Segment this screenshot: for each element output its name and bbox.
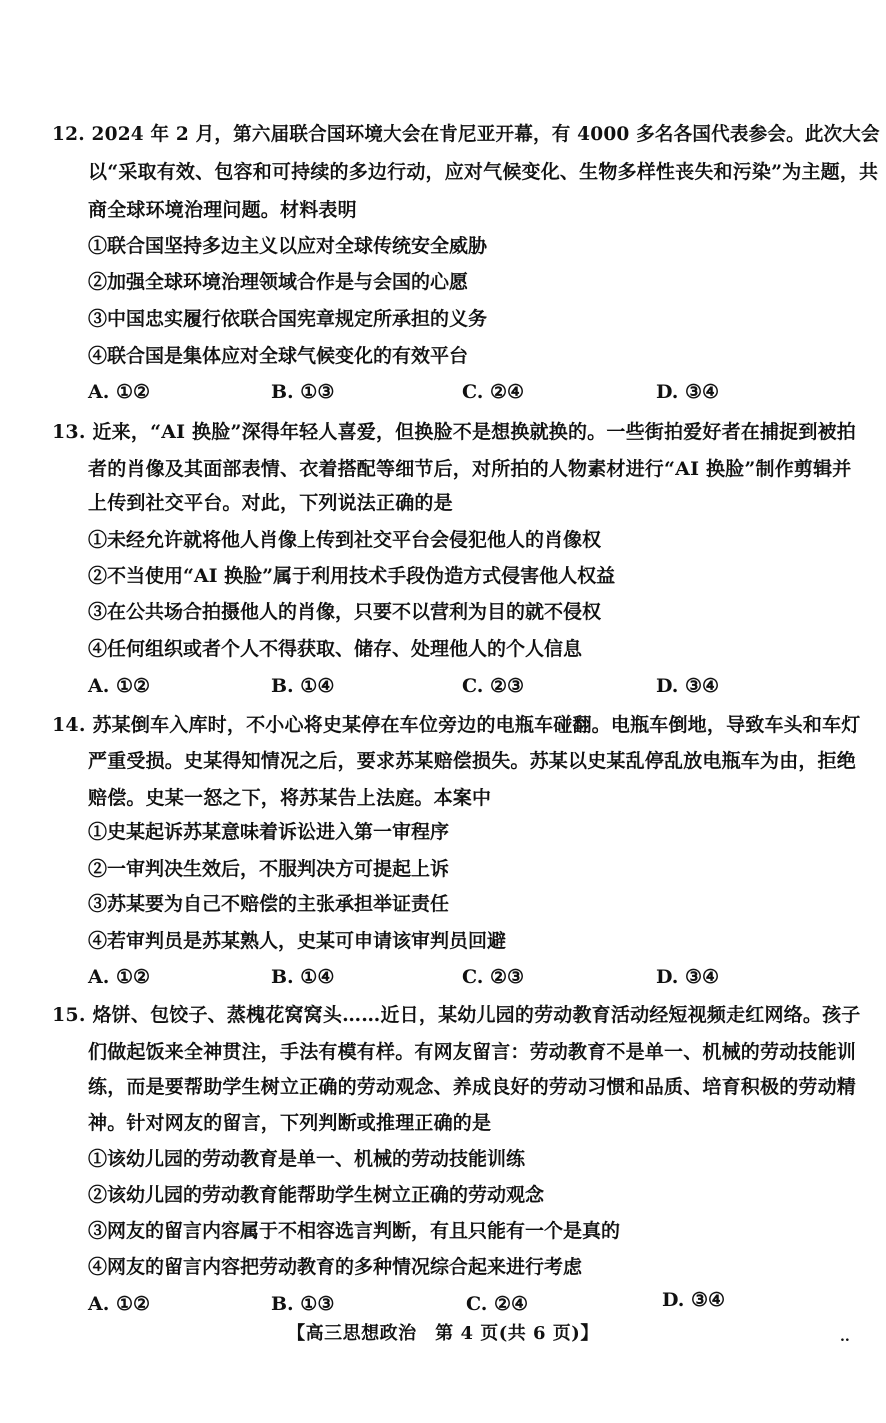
corner-mark: ..	[840, 1329, 850, 1345]
question-13-option-b: B. ①④	[271, 675, 335, 697]
question-14-option-a: A. ①②	[88, 966, 151, 988]
question-15-statement-3: ③网友的留言内容属于不相容选言判断，有且只能有一个是真的	[88, 1220, 621, 1242]
question-12-statement-2: ②加强全球环境治理领域合作是与会国的心愿	[88, 271, 469, 293]
question-12-stem-line-3: 商全球环境治理问题。材料表明	[88, 199, 357, 221]
question-15-stem-line-2: 们做起饭来全神贯注，手法有模有样。有网友留言：劳动教育不是单一、机械的劳动技能训	[88, 1041, 857, 1063]
question-15-statement-1: ①该幼儿园的劳动教育是单一、机械的劳动技能训练	[88, 1148, 526, 1170]
question-14-option-c: C. ②③	[462, 966, 525, 988]
page-footer-label: 【高三思想政治 第 4 页(共 6 页)】	[287, 1323, 599, 1344]
question-15-stem-line-1: 15. 烙饼、包饺子、蒸槐花窝窝头……近日，某幼儿园的劳动教育活动经短视频走红网络。孩子	[52, 1004, 861, 1026]
question-14-statement-4: ④若审判员是苏某熟人，史某可申请该审判员回避	[88, 930, 507, 952]
question-12-statement-1: ①联合国坚持多边主义以应对全球传统安全威胁	[88, 235, 488, 257]
question-13-statement-4: ④任何组织或者个人不得获取、储存、处理他人的个人信息	[88, 638, 583, 660]
question-14-option-d: D. ③④	[656, 966, 720, 988]
question-15-option-b: B. ①③	[271, 1293, 335, 1315]
question-13-stem-line-3: 上传到社交平台。对此，下列说法正确的是	[88, 492, 453, 514]
question-13-statement-3: ③在公共场合拍摄他人的肖像，只要不以营利为目的就不侵权	[88, 601, 602, 623]
question-15-option-c: C. ②④	[466, 1293, 529, 1315]
question-13-stem-line-1: 13. 近来，“AI 换脸”深得年轻人喜爱，但换脸不是想换就换的。一些街拍爱好者在捕捉到被拍	[52, 421, 856, 443]
question-15-option-d: D. ③④	[662, 1289, 726, 1311]
question-14-statement-3: ③苏某要为自己不赔偿的主张承担举证责任	[88, 893, 450, 915]
question-13-option-d: D. ③④	[656, 675, 720, 697]
question-13-statement-2: ②不当使用“AI 换脸”属于利用技术手段伪造方式侵害他人权益	[88, 565, 616, 587]
page-footer	[0, 1322, 886, 1346]
question-14-statement-2: ②一审判决生效后，不服判决方可提起上诉	[88, 858, 450, 880]
question-15-statement-2: ②该幼儿园的劳动教育能帮助学生树立正确的劳动观念	[88, 1184, 545, 1206]
question-15-option-a: A. ①②	[88, 1293, 151, 1315]
question-14-stem-line-3: 赔偿。史某一怒之下，将苏某告上法庭。本案中	[88, 787, 492, 809]
question-12-option-c: C. ②④	[462, 381, 525, 403]
question-15-stem-line-4: 神。针对网友的留言，下列判断或推理正确的是	[88, 1112, 492, 1134]
question-12-option-d: D. ③④	[656, 381, 720, 403]
question-12-statement-4: ④联合国是集体应对全球气候变化的有效平台	[88, 345, 469, 367]
question-13-option-c: C. ②③	[462, 675, 525, 697]
question-12-stem-line-2: 以“采取有效、包容和可持续的多边行动，应对气候变化、生物多样性丧失和污染”为主题，共	[88, 161, 879, 183]
question-13-option-a: A. ①②	[88, 675, 151, 697]
question-14-option-b: B. ①④	[271, 966, 335, 988]
question-13-stem-line-2: 者的肖像及其面部表情、衣着搭配等细节后，对所拍的人物素材进行“AI 换脸”制作剪辑并	[88, 458, 852, 480]
question-12-statement-3: ③中国忠实履行依联合国宪章规定所承担的义务	[88, 308, 488, 330]
question-14-statement-1: ①史某起诉苏某意味着诉讼进入第一审程序	[88, 821, 450, 843]
question-14-stem-line-1: 14. 苏某倒车入库时，不小心将史某停在车位旁边的电瓶车碰翻。电瓶车倒地，导致车头和车灯	[52, 714, 861, 736]
question-15-stem-line-3: 练，而是要帮助学生树立正确的劳动观念、养成良好的劳动习惯和品质、培育积极的劳动精	[88, 1076, 857, 1098]
question-12-stem-line-1: 12. 2024 年 2 月，第六届联合国环境大会在肯尼亚开幕，有 4000 多名各国代表参会。此次大会	[52, 123, 880, 145]
question-12-option-b: B. ①③	[271, 381, 335, 403]
question-12-option-a: A. ①②	[88, 381, 151, 403]
question-14-stem-line-2: 严重受损。史某得知情况之后，要求苏某赔偿损失。苏某以史某乱停乱放电瓶车为由，拒绝	[88, 750, 857, 772]
question-15-statement-4: ④网友的留言内容把劳动教育的多种情况综合起来进行考虑	[88, 1256, 583, 1278]
question-13-statement-1: ①未经允许就将他人肖像上传到社交平台会侵犯他人的肖像权	[88, 529, 602, 551]
